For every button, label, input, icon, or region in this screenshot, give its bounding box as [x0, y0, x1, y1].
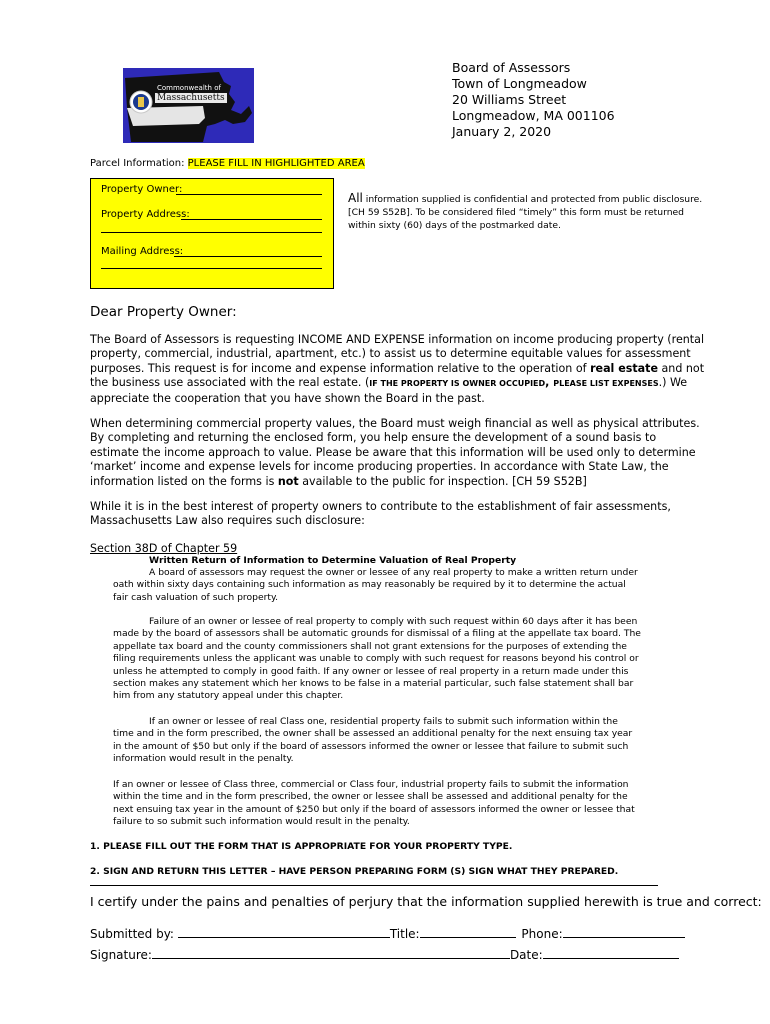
paragraph-disclosure: While it is in the best interest of property owners to contribute to the establishment of fair assessments, Massachusetts Law also requires such disclosure:	[90, 500, 671, 528]
logo-line-1: Commonwealth of	[157, 84, 221, 92]
mailing-address-field[interactable]	[174, 256, 322, 257]
salutation: Dear Property Owner:	[90, 304, 237, 320]
law-paragraph-2: Failure of an owner or lessee of real property to comply with such request within 60 days after it has been made by the board of assessors shall be automatic grounds for dismissal of a filing at the appellate tax board. The appellate tax board and the county commissioners shall not grant extensions for the purposes of extending the filing requirements unless the applicant was unable to comply with such request for reasons beyond his control or unless he attempted to comply in good faith. If any owner or lessee of real property in a return made under this section makes any statement which her knows to be false in a material particular, such false statement shall bar him from any statutory appeal under this chapter.	[113, 616, 641, 702]
divider	[90, 885, 658, 886]
parcel-info-label	[90, 158, 365, 169]
massachusetts-logo	[123, 68, 254, 143]
confidentiality-note	[348, 192, 708, 232]
p1-text-b: and not the business use associated with the real estate. (	[90, 361, 705, 390]
law-title: Written Return of Information to Determine Valuation of Real Property	[149, 555, 517, 566]
property-address-field[interactable]	[181, 219, 322, 220]
confidentiality-text: information supplied is confidential and protected from public disclosure. [CH 59 S52B]. To be considered filed “timely” this form must be returned within sixty (60) days of the postmarked date.	[348, 194, 703, 231]
certification-statement: I certify under the pains and penalties of perjury that the information supplied herewith is true and correct:	[90, 894, 762, 909]
submitted-by-field[interactable]	[178, 925, 390, 938]
header-date: January 2, 2020	[452, 124, 552, 139]
phone-field[interactable]	[563, 925, 685, 938]
p2-text-b: available to the public for inspection. [CH 59 S52B]	[298, 474, 587, 488]
paragraph-commercial-values	[90, 417, 708, 489]
property-address-label: Property Address:	[101, 209, 190, 220]
letter-header-address	[452, 60, 615, 140]
instruction-step-2: 2. SIGN AND RETURN THIS LETTER – HAVE PERSON PREPARING FORM (S) SIGN WHAT THEY PREPARED.	[90, 866, 619, 877]
date-field[interactable]	[543, 946, 679, 959]
confidentiality-first-word: All	[348, 191, 363, 205]
parcel-info-box	[90, 178, 334, 289]
title-label: Title:	[389, 927, 420, 941]
instruction-step-1: 1. PLEASE FILL OUT THE FORM THAT IS APPROPRIATE FOR YOUR PROPERTY TYPE.	[90, 841, 513, 852]
submitted-row	[90, 925, 685, 941]
property-address-field-line2[interactable]	[101, 232, 322, 233]
law-paragraph-1: A board of assessors may request the owner or lessee of any real property to make a written return under oath within sixty days containing such information as may reasonably be required by it to determine the actual fair cash valuation of such property.	[113, 567, 638, 603]
property-owner-label: Property Owner:	[101, 184, 183, 195]
p2-text-a: When determining commercial property values, the Board must weigh financial as well as physical attributes. By completing and returning the enclosed form, you help ensure the development of a sound basis to estimate the income approach to value. Please be aware that this information will be used only to determine ‘market’ income and expense levels for income producing properties. In accordance with State Law, the information listed on the forms is	[90, 417, 700, 488]
header-line: 20 Williams Street	[452, 92, 567, 107]
submitted-by-label: Submitted by:	[90, 927, 174, 941]
signature-row	[90, 946, 679, 962]
parcel-label: Parcel Information:	[90, 158, 188, 169]
logo-line-2: Massachusetts	[157, 93, 225, 103]
p1-list-expenses: PLEASE LIST EXPENSES	[553, 379, 659, 389]
header-line: Town of Longmeadow	[452, 76, 587, 91]
parcel-highlight-note: PLEASE FILL IN HIGHLIGHTED AREA	[187, 158, 365, 169]
law-paragraph-3: If an owner or lessee of real Class one, residential property fails to submit such information within the time and in the form prescribed, the owner shall be assessed an additional penalty for the next ensuing tax year in the amount of $50 but only if the board of assessors informed the owner or lessee that failure to submit such information would result in the penalty.	[113, 716, 633, 765]
p1-bold: real estate	[590, 361, 658, 375]
property-owner-field[interactable]	[176, 194, 322, 195]
p1-owner-occupied: IF THE PROPERTY IS OWNER OCCUPIED	[369, 379, 546, 389]
phone-label: Phone:	[521, 927, 563, 941]
law-paragraph-4: If an owner or lessee of Class three, commercial or Class four, industrial property fails to submit the information within the time and in the form prescribed, the owner or lessee shall be assessed and additional penalty for the next ensuing tax year in the amount of $250 but only if the board of assessors informed the owner or lessee that failure to so submit such information would result in the penalty.	[113, 779, 635, 828]
mailing-address-field-line2[interactable]	[101, 268, 322, 269]
signature-field[interactable]	[152, 946, 510, 959]
p1-text-d: .) We appreciate the cooperation that you have shown the Board in the past.	[90, 376, 688, 405]
section-heading: Section 38D of Chapter 59	[90, 542, 238, 555]
p1-comma: ,	[545, 376, 554, 390]
date-label: Date:	[509, 948, 543, 962]
header-line: Board of Assessors	[452, 60, 571, 75]
signature-label: Signature:	[90, 948, 152, 962]
mailing-address-label: Mailing Address:	[101, 246, 184, 257]
title-field[interactable]	[420, 925, 516, 938]
paragraph-income-expense	[90, 333, 708, 406]
header-line: Longmeadow, MA 001106	[452, 108, 615, 123]
p2-bold: not	[277, 474, 299, 488]
p1-text-a: The Board of Assessors is requesting INCOME AND EXPENSE information on income producing property (rental property, commercial, industrial, apartment, etc.) to assist us to determine equitable values for assessment purposes. This request is for income and expense information relative to the operation of	[90, 333, 705, 375]
